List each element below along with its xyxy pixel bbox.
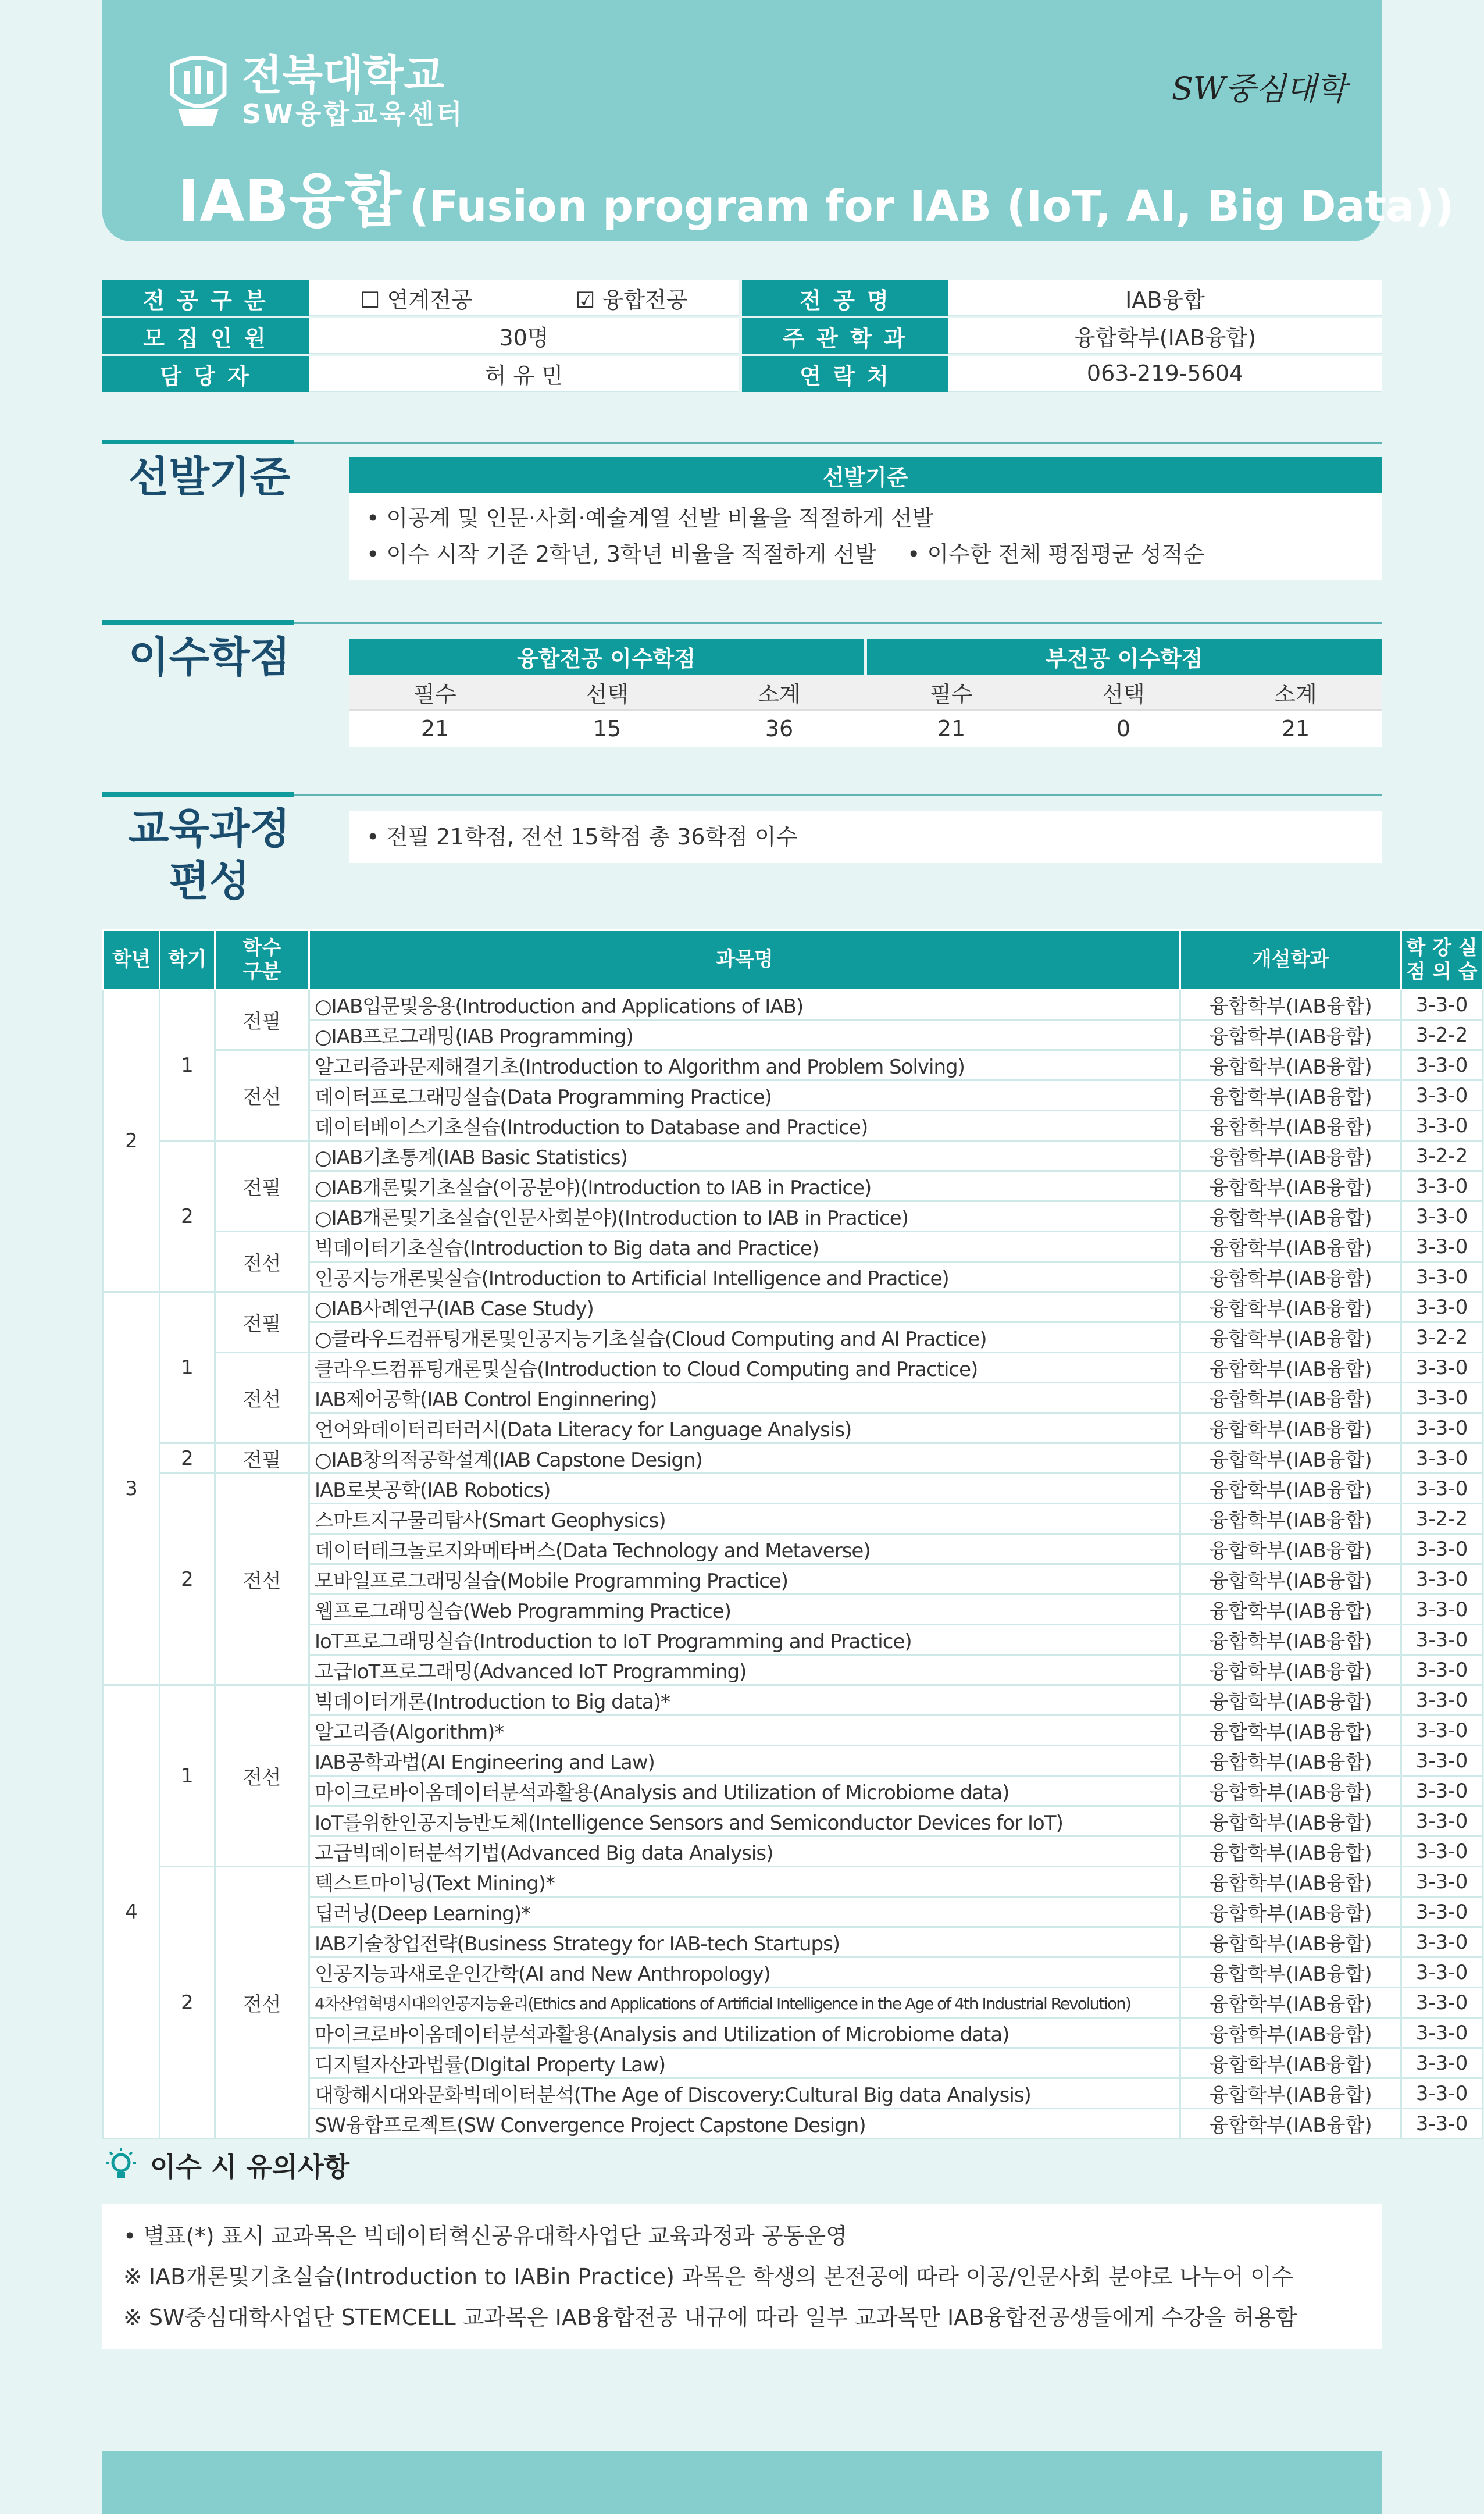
course-credits: 3-3-0: [1401, 2109, 1483, 2139]
type-cell: 전선: [215, 1474, 309, 1685]
course-dept: 융합학부(IAB융합): [1180, 1050, 1401, 1081]
course-dept: 융합학부(IAB융합): [1180, 1957, 1401, 1988]
table-row: [104, 2048, 1483, 2078]
note-line: ※ SW중심대학사업단 STEMCELL 교과목은 IAB융합전공 내규에 따라 일부 교과목만 IAB융합전공생들에게 수강을 허용함: [123, 2305, 1297, 2330]
section-accent: [102, 440, 294, 444]
course-credits: 3-3-0: [1401, 1050, 1483, 1081]
major-name-value: IAB융합: [948, 280, 1382, 316]
table-row: [104, 1353, 1483, 1383]
course-name: IAB제어공학(IAB Control Enginnering): [309, 1383, 1180, 1413]
table-row: [104, 1081, 1483, 1111]
course-dept: 융합학부(IAB융합): [1180, 1534, 1401, 1564]
year-cell: 3: [104, 1292, 160, 1685]
year-cell: 4: [104, 1685, 160, 2139]
course-dept: 융합학부(IAB융합): [1180, 1292, 1401, 1322]
course-credits: 3-2-2: [1401, 1322, 1483, 1353]
course-name: 스마트지구물리탐사(Smart Geophysics): [309, 1504, 1180, 1534]
course-credits: 3-3-0: [1401, 1443, 1483, 1474]
course-dept: 융합학부(IAB융합): [1180, 1746, 1401, 1776]
course-dept: 융합학부(IAB융합): [1180, 1837, 1401, 1867]
credit-subheader: 선택: [586, 681, 629, 707]
section-divider: [102, 442, 1382, 444]
course-credits: 3-3-0: [1401, 1292, 1483, 1322]
table-row: [104, 1443, 1483, 1474]
course-name: 고급IoT프로그래밍(Advanced IoT Programming): [309, 1655, 1180, 1685]
course-credits: 3-3-0: [1401, 1383, 1483, 1413]
table-row: [104, 1262, 1483, 1292]
course-dept: 융합학부(IAB융합): [1180, 1806, 1401, 1837]
course-dept: 융합학부(IAB융합): [1180, 1504, 1401, 1534]
credit-value: 21: [420, 716, 450, 741]
course-dept: 융합학부(IAB융합): [1180, 2078, 1401, 2109]
table-row: [104, 1322, 1483, 1353]
course-name: 텍스트마이닝(Text Mining)*: [309, 1867, 1180, 1897]
contact-value: 063-219-5604: [948, 356, 1382, 392]
course-name: 고급빅데이터분석기법(Advanced Big data Analysis): [309, 1837, 1180, 1867]
type-cell: 전선: [215, 1685, 309, 1867]
course-credits: 3-3-0: [1401, 1897, 1483, 1927]
table-row: [104, 1655, 1483, 1685]
col-course-name: 과목명: [309, 930, 1180, 990]
course-name: 언어와데이터리터러시(Data Literacy for Language Analysis): [309, 1413, 1180, 1443]
recruit-label: 모 집 인 원: [102, 318, 309, 354]
table-row: [104, 1806, 1483, 1837]
course-credits: 3-3-0: [1401, 1806, 1483, 1837]
course-credits: 3-3-0: [1401, 1232, 1483, 1262]
course-dept: 융합학부(IAB융합): [1180, 2109, 1401, 2139]
title-main: IAB융합: [178, 167, 402, 235]
course-name: ○IAB개론및기초실습(인문사회분야)(Introduction to IAB in Practice): [309, 1201, 1180, 1232]
manager-value: 허 유 민: [309, 356, 739, 392]
table-row: [104, 1050, 1483, 1081]
semester-cell: 1: [160, 1685, 215, 1867]
selection-section-title: 선발기준: [128, 452, 291, 501]
course-credits: 3-3-0: [1401, 1595, 1483, 1625]
course-dept: 융합학부(IAB융합): [1180, 1262, 1401, 1292]
table-row: [104, 1413, 1483, 1443]
course-name: ○IAB프로그래밍(IAB Programming): [309, 1020, 1180, 1050]
table-row: [104, 1020, 1483, 1050]
course-credits: 3-3-0: [1401, 1746, 1483, 1776]
major-name-label: 전 공 명: [742, 280, 948, 316]
year-cell: 2: [104, 990, 160, 1292]
course-credits: 3-3-0: [1401, 1262, 1483, 1292]
major-type-value: [309, 280, 739, 316]
curriculum-bullet: • 전필 21학점, 전선 15학점 총 36학점 이수: [366, 824, 798, 850]
course-name: 데이터베이스기초실습(Introduction to Database and Practice): [309, 1111, 1180, 1141]
university-logo: [166, 52, 465, 130]
selection-panel: [349, 457, 1382, 580]
table-row: [104, 1897, 1483, 1927]
course-name: SW융합프로젝트(SW Convergence Project Capstone Design): [309, 2109, 1180, 2139]
type-cell: 전필: [215, 990, 309, 1050]
section-divider: [102, 794, 1382, 796]
type-cell: 전필: [215, 1443, 309, 1474]
curriculum-title-line: 편성: [169, 857, 250, 905]
major-type-label: 전 공 구 분: [102, 280, 309, 316]
course-name: 클라우드컴퓨팅개론및실습(Introduction to Cloud Computing and Practice): [309, 1353, 1180, 1383]
course-dept: 융합학부(IAB융합): [1180, 1776, 1401, 1806]
course-dept: 융합학부(IAB융합): [1180, 1988, 1401, 2018]
course-credits: 3-3-0: [1401, 1413, 1483, 1443]
table-row: [104, 1927, 1483, 1957]
table-row: [104, 1201, 1483, 1232]
table-row: [104, 2078, 1483, 2109]
course-name: 빅데이터기초실습(Introduction to Big data and Practice): [309, 1232, 1180, 1262]
course-credits: 3-3-0: [1401, 1927, 1483, 1957]
table-row: [104, 1988, 1483, 2018]
minor-credits-header: 부전공 이수학점: [867, 639, 1382, 675]
course-name: 알고리즘(Algorithm)*: [309, 1716, 1180, 1746]
sw-university-label: SW중심대학: [1171, 70, 1347, 107]
course-dept: 융합학부(IAB융합): [1180, 1595, 1401, 1625]
course-name: IAB기술창업전략(Business Strategy for IAB-tech Startups): [309, 1927, 1180, 1957]
semester-cell: 2: [160, 1474, 215, 1685]
title-sub: (Fusion program for IAB (IoT, AI, Big Data)): [409, 181, 1454, 231]
credits-section-title: 이수학점: [128, 633, 291, 682]
course-credits: 3-3-0: [1401, 1534, 1483, 1564]
host-dept-value: 융합학부(IAB융합): [948, 318, 1382, 354]
course-credits: 3-3-0: [1401, 1655, 1483, 1685]
course-dept: 융합학부(IAB융합): [1180, 990, 1401, 1020]
course-credits: 3-3-0: [1401, 1111, 1483, 1141]
table-row: [104, 1474, 1483, 1504]
table-row: [104, 1746, 1483, 1776]
section-accent: [102, 620, 294, 625]
university-emblem-icon: [166, 54, 230, 129]
course-dept: 융합학부(IAB융합): [1180, 1322, 1401, 1353]
course-name: 디지털자산과법률(DIgital Property Law): [309, 2048, 1180, 2078]
course-credits: 3-3-0: [1401, 1957, 1483, 1988]
course-name: ○IAB사례연구(IAB Case Study): [309, 1292, 1180, 1322]
semester-cell: 2: [160, 1141, 215, 1292]
notes-title: 이수 시 유의사항: [150, 2151, 350, 2183]
selection-bullet: • 이수한 전체 평점평균 성적순: [907, 541, 1205, 567]
table-row: [104, 1837, 1483, 1867]
course-dept: 융합학부(IAB융합): [1180, 1443, 1401, 1474]
semester-cell: 1: [160, 990, 215, 1141]
course-credits: 3-3-0: [1401, 1716, 1483, 1746]
course-credits: 3-3-0: [1401, 1474, 1483, 1504]
course-credits: 3-3-0: [1401, 1625, 1483, 1655]
page-title: [178, 154, 1454, 238]
footer-band: [102, 2451, 1382, 2514]
course-name: 웹프로그래밍실습(Web Programming Practice): [309, 1595, 1180, 1625]
course-credits: 3-3-0: [1401, 1685, 1483, 1716]
course-credits: 3-3-0: [1401, 1171, 1483, 1201]
course-dept: 융합학부(IAB융합): [1180, 1171, 1401, 1201]
semester-cell: 1: [160, 1292, 215, 1443]
table-row: [104, 1383, 1483, 1413]
notes-heading: [102, 2146, 349, 2184]
course-name: IAB공학과법(AI Engineering and Law): [309, 1746, 1180, 1776]
course-dept: 융합학부(IAB융합): [1180, 1383, 1401, 1413]
note-line: ※ IAB개론및기초실습(Introduction to IABin Practice) 과목은 학생의 본전공에 따라 이공/인문사회 분야로 나누어 이수: [123, 2264, 1293, 2290]
course-credits: 3-3-0: [1401, 1867, 1483, 1897]
table-row: [104, 1141, 1483, 1171]
course-credits: 3-3-0: [1401, 1564, 1483, 1595]
credit-subheader: 소계: [1274, 681, 1317, 707]
course-credits: 3-3-0: [1401, 1776, 1483, 1806]
program-info-table: [102, 280, 1382, 394]
table-row: [104, 1232, 1483, 1262]
course-dept: 융합학부(IAB융합): [1180, 1020, 1401, 1050]
contact-label: 연 락 처: [742, 356, 948, 392]
course-dept: 융합학부(IAB융합): [1180, 1716, 1401, 1746]
course-dept: 융합학부(IAB융합): [1180, 1625, 1401, 1655]
course-dept: 융합학부(IAB융합): [1180, 1413, 1401, 1443]
lightbulb-icon: [102, 2146, 140, 2184]
credits-table: [349, 639, 1382, 747]
credit-value: 15: [593, 716, 622, 741]
info-row: [102, 356, 1382, 392]
credit-subheader: 필수: [930, 681, 973, 707]
curriculum-title-line: 교육과정: [128, 804, 291, 853]
notes-panel: [102, 2204, 1382, 2349]
credit-subheader: 소계: [758, 681, 801, 707]
course-dept: 융합학부(IAB융합): [1180, 1201, 1401, 1232]
course-credits: 3-2-2: [1401, 1504, 1483, 1534]
linked-major-checkbox: ☐ 연계전공: [360, 287, 473, 313]
course-name: 빅데이터개론(Introduction to Big data)*: [309, 1685, 1180, 1716]
table-row: [104, 1171, 1483, 1201]
course-name: 인공지능개론및실습(Introduction to Artificial Intelligence and Practice): [309, 1262, 1180, 1292]
course-name: ○IAB기초통계(IAB Basic Statistics): [309, 1141, 1180, 1171]
course-name: ○IAB창의적공학설계(IAB Capstone Design): [309, 1443, 1180, 1474]
course-credits: 3-2-2: [1401, 1020, 1483, 1050]
header-banner: [102, 0, 1454, 241]
table-row: [104, 1716, 1483, 1746]
course-dept: 융합학부(IAB융합): [1180, 1141, 1401, 1171]
type-cell: 전선: [215, 1232, 309, 1292]
table-row: [104, 1685, 1483, 1716]
table-row: [104, 1957, 1483, 1988]
course-name: 딥러닝(Deep Learning)*: [309, 1897, 1180, 1927]
course-dept: 융합학부(IAB융합): [1180, 1867, 1401, 1897]
course-credits: 3-3-0: [1401, 1837, 1483, 1867]
host-dept-label: 주 관 학 과: [742, 318, 948, 354]
course-credits: 3-2-2: [1401, 1141, 1483, 1171]
col-year: 학년: [104, 930, 160, 990]
recruit-value: 30명: [309, 318, 739, 354]
course-name: IoT를위한인공지능반도체(Intelligence Sensors and Semiconductor Devices for IoT): [309, 1806, 1180, 1837]
table-row: [104, 2018, 1483, 2048]
table-row: [104, 1776, 1483, 1806]
course-name: 대항해시대와문화빅데이터분석(The Age of Discovery:Cultural Big data Analysis): [309, 2078, 1180, 2109]
course-dept: 융합학부(IAB융합): [1180, 1564, 1401, 1595]
course-credits: 3-3-0: [1401, 2018, 1483, 2048]
course-name: 모바일프로그래밍실습(Mobile Programming Practice): [309, 1564, 1180, 1595]
col-semester: 학기: [160, 930, 215, 990]
type-cell: 전필: [215, 1292, 309, 1353]
course-name: 마이크로바이옴데이터분석과활용(Analysis and Utilization of Microbiome data): [309, 1776, 1180, 1806]
course-dept: 융합학부(IAB융합): [1180, 1232, 1401, 1262]
credit-value: 21: [1281, 716, 1310, 741]
type-cell: 전필: [215, 1141, 309, 1232]
course-credits: 3-3-0: [1401, 2048, 1483, 2078]
course-dept: 융합학부(IAB융합): [1180, 2048, 1401, 2078]
type-cell: 전선: [215, 1867, 309, 2139]
credit-subheader: 선택: [1102, 681, 1145, 707]
table-header-row: [104, 930, 1483, 990]
table-row: [104, 1534, 1483, 1564]
course-dept: 융합학부(IAB융합): [1180, 1685, 1401, 1716]
course-dept: 융합학부(IAB융합): [1180, 1111, 1401, 1141]
course-name: IAB로봇공학(IAB Robotics): [309, 1474, 1180, 1504]
course-credits: 3-3-0: [1401, 1081, 1483, 1111]
table-row: [104, 1595, 1483, 1625]
section-divider: [102, 622, 1382, 624]
course-dept: 융합학부(IAB융합): [1180, 2018, 1401, 2048]
course-dept: 융합학부(IAB융합): [1180, 1474, 1401, 1504]
selection-bullet: • 이수 시작 기준 2학년, 3학년 비율을 적절하게 선발: [366, 541, 876, 567]
note-line: • 별표(*) 표시 교과목은 빅데이터혁신공유대학사업단 교육과정과 공동운영: [123, 2223, 847, 2249]
course-name: 4차산업혁명시대의인공지능윤리(Ethics and Applications of Artificial Intelligence in the Age of 4th Industrial Revolution): [309, 1988, 1180, 2018]
table-row: [104, 2109, 1483, 2139]
section-accent: [102, 792, 294, 797]
credit-value: 36: [765, 716, 794, 741]
course-name: 알고리즘과문제해결기초(Introduction to Algorithm and Problem Solving): [309, 1050, 1180, 1081]
course-name: ○IAB입문및응용(Introduction and Applications of IAB): [309, 990, 1180, 1020]
credit-subheader: 필수: [413, 681, 456, 707]
credit-value: 21: [937, 716, 966, 741]
table-row: [104, 1867, 1483, 1897]
fusion-credits-header: 융합전공 이수학점: [349, 639, 864, 675]
col-dept: 개설학과: [1180, 930, 1401, 990]
course-name: 인공지능과새로운인간학(AI and New Anthropology): [309, 1957, 1180, 1988]
type-cell: 전선: [215, 1353, 309, 1443]
info-row: [102, 280, 1382, 316]
course-dept: 융합학부(IAB융합): [1180, 1353, 1401, 1383]
manager-label: 담 당 자: [102, 356, 309, 392]
table-row: [104, 1111, 1483, 1141]
col-type: 학수 구분: [215, 930, 309, 990]
course-dept: 융합학부(IAB융합): [1180, 1927, 1401, 1957]
course-dept: 융합학부(IAB융합): [1180, 1655, 1401, 1685]
col-credits: 학 강 실 점 의 습: [1401, 930, 1483, 990]
course-credits: 3-3-0: [1401, 1201, 1483, 1232]
selection-header: 선발기준: [349, 457, 1382, 493]
table-row: [104, 990, 1483, 1020]
course-name: 데이터테크놀로지와메타버스(Data Technology and Metaverse): [309, 1534, 1180, 1564]
course-name: ○IAB개론및기초실습(이공분야)(Introduction to IAB in Practice): [309, 1171, 1180, 1201]
table-row: [104, 1625, 1483, 1655]
curriculum-intro-panel: [349, 811, 1382, 863]
info-row: [102, 318, 1382, 354]
curriculum-section-title: [122, 803, 297, 907]
course-credits: 3-3-0: [1401, 990, 1483, 1020]
course-name: 마이크로바이옴데이터분석과활용(Analysis and Utilization of Microbiome data): [309, 2018, 1180, 2048]
course-credits: 3-3-0: [1401, 2078, 1483, 2109]
table-row: [104, 1292, 1483, 1322]
course-credits: 3-3-0: [1401, 1353, 1483, 1383]
course-name: ○클라우드컴퓨팅개론및인공지능기초실습(Cloud Computing and AI Practice): [309, 1322, 1180, 1353]
type-cell: 전선: [215, 1050, 309, 1141]
university-name: 전북대학교: [242, 51, 444, 99]
course-name: IoT프로그래밍실습(Introduction to IoT Programming and Practice): [309, 1625, 1180, 1655]
table-row: [104, 1564, 1483, 1595]
semester-cell: 2: [160, 1867, 215, 2139]
course-dept: 융합학부(IAB융합): [1180, 1081, 1401, 1111]
semester-cell: 2: [160, 1443, 215, 1474]
table-row: [104, 1504, 1483, 1534]
course-dept: 융합학부(IAB융합): [1180, 1897, 1401, 1927]
course-name: 데이터프로그래밍실습(Data Programming Practice): [309, 1081, 1180, 1111]
fusion-major-checkbox: ☑ 융합전공: [575, 287, 688, 313]
selection-bullet: • 이공계 및 인문·사회·예술계열 선발 비율을 적절하게 선발: [366, 505, 934, 531]
course-credits: 3-3-0: [1401, 1988, 1483, 2018]
curriculum-table: [102, 929, 1483, 2139]
credit-value: 0: [1116, 716, 1131, 741]
center-name: SW융합교육센터: [242, 98, 465, 130]
